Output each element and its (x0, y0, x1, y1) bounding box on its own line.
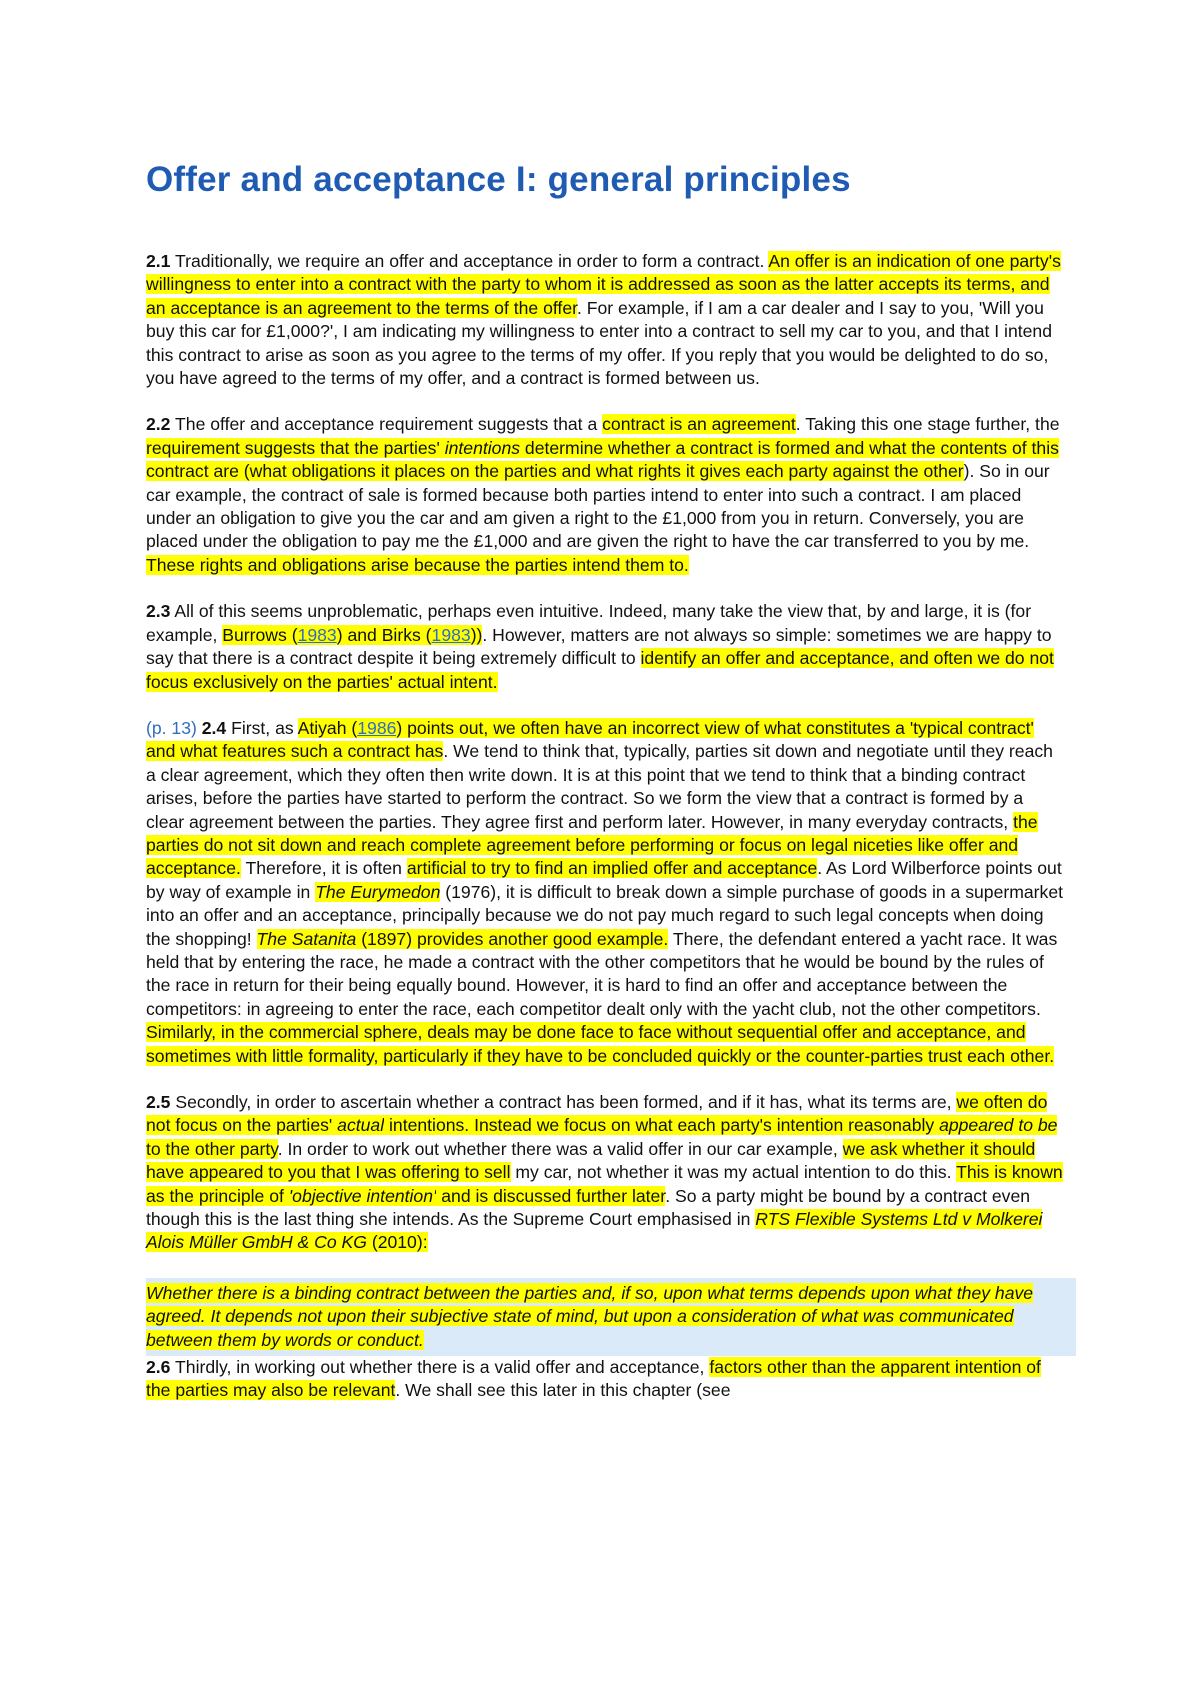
text-run: The offer and acceptance requirement suggests that a (170, 414, 603, 435)
highlighted-text: ) and Birks ( (336, 624, 432, 645)
highlighted-text: These rights and obligations arise because the parties intend them to. (146, 554, 689, 575)
paragraph-number: 2.1 (146, 251, 171, 271)
highlighted-italic-text: appeared to be (939, 1115, 1058, 1136)
text-run: ). So in our car example, the contract of sale is formed because both parties intend to enter into such a contract. I am placed under an obligation to give you the car and am given a right to the £1,000 from you in return. Conversely, you are placed under the obligation to pay me the £1,000 and are given the right to have the car transferred to you by me. (146, 461, 1050, 552)
paragraph-2-5 (146, 1091, 1066, 1255)
highlighted-text: factors other than the apparent intention of the parties may also be relevant (146, 1357, 1041, 1401)
highlighted-italic-text: intentions (444, 437, 521, 458)
text-run: . However, matters are not always so simple: sometimes we are happy to say that there is a contract despite it being extremely difficult to (146, 624, 1052, 669)
highlighted-text: to the other party (146, 1138, 278, 1159)
citation-link-burrows[interactable]: 1983 (297, 624, 337, 645)
highlighted-italic-text: actual (337, 1115, 385, 1136)
highlighted-text: intentions. Instead we focus on what each party's intention reasonably (384, 1115, 940, 1136)
paragraph-number: 2.6 (146, 1357, 171, 1378)
page-reference: (p. 13) (146, 717, 197, 738)
text-run: . We shall see this later in this chapter (see (395, 1380, 731, 1401)
highlighted-text: An offer is an indication of one party's willingness to enter into a contract with the party to whom it is addressed as soon as the latter accepts its terms, and an acceptance is an agreement to the terms of the offer (146, 251, 1061, 318)
highlighted-text: contract is an agreement (602, 414, 796, 435)
paragraph-2-2 (146, 413, 1066, 577)
text-run: Therefore, it is often (240, 858, 407, 879)
highlighted-text: and is discussed further later (436, 1185, 666, 1206)
highlighted-text: we ask whether it should have appeared to you that I was offering to sell (146, 1138, 1036, 1183)
highlighted-text: Similarly, in the commercial sphere, deals may be done face to face without sequential offer and acceptance, and sometimes with little formality, particularly if they have to be concluded quickly or the counter-parties trust each other. (146, 1022, 1055, 1066)
paragraph-number: 2.3 (146, 601, 171, 622)
text-run: . For example, if I am a car dealer and I say to you, 'Will you buy this car for £1,000?', I am indicating my willingness to enter into a contract to sell my car to you, and that I intend this contract to arise as soon as you agree to the terms of my offer. If you reply that you would be delighted to do so, you have agreed to the terms of my offer, and a contract is formed between us. (146, 297, 1052, 389)
text-run: . So a party might be bound by a contract even though this is the last thing she intends. As the Supreme Court emphasised in (146, 1185, 1031, 1230)
document-page (146, 160, 1066, 1426)
paragraph-number: 2.2 (146, 414, 171, 435)
highlighted-text: )) (470, 624, 483, 645)
paragraph-2-1 (146, 250, 1066, 390)
highlighted-text: requirement suggests that the parties' (146, 437, 445, 458)
text-run: . In order to work out whether there was a valid offer in our car example, (277, 1138, 843, 1159)
highlighted-text: ) points out, we often have an incorrect view of what constitutes a 'typical contract' and what features such a contract has (146, 717, 1034, 762)
highlighted-text: the parties do not sit down and reach complete agreement before performing or focus on legal niceties like offer and acceptance. (146, 811, 1038, 879)
highlighted-text: identify an offer and acceptance, and often we do not focus exclusively on the parties' actual intent. (146, 648, 1054, 692)
text-run: . Taking this one stage further, the (795, 414, 1060, 435)
paragraph-2-4 (146, 717, 1066, 1068)
paragraph-number: 2.5 (146, 1092, 171, 1112)
text-run: Traditionally, we require an offer and acceptance in order to form a contract. (170, 251, 769, 271)
highlighted-text: Burrows ( (222, 624, 298, 645)
highlighted-text: Atiyah ( (297, 717, 358, 738)
paragraph-number: 2.4 (201, 717, 227, 738)
quote-text: Whether there is a binding contract between the parties and, if so, upon what terms depends upon what they have agreed. It depends not upon their subjective state of mind, but upon a consideration of what was communicated between them by words or conduct. (146, 1282, 1034, 1350)
text-run: Secondly, in order to ascertain whether a contract has been formed, and if it has, what its terms are, (170, 1092, 957, 1112)
highlighted-italic-text: 'objective intention' (288, 1185, 437, 1206)
case-name-rts: RTS Flexible Systems Ltd v Molkerei Alois Müller GmbH & Co KG (146, 1209, 1043, 1253)
citation-link-birks[interactable]: 1983 (431, 624, 471, 645)
highlighted-text: (1897) provides another good example. (356, 928, 669, 949)
paragraph-2-3 (146, 600, 1066, 694)
case-name-satanita: The Satanita (256, 928, 357, 949)
text-run: Thirdly, in working out whether there is a valid offer and acceptance, (170, 1357, 710, 1378)
block-quote (146, 1278, 1076, 1356)
case-name-eurymedon: The Eurymedon (315, 881, 441, 902)
highlighted-text: This is known as the principle of (146, 1162, 1063, 1206)
text-run: All of this seems unproblematic, perhaps even intuitive. Indeed, many take the view that, by and large, it is (for example, (146, 601, 1032, 645)
text-run: . We tend to think that, typically, parties sit down and negotiate until they reach a clear agreement, which they often then write down. It is at this point that we tend to think that a binding contract arises, before the parties have started to perform the contract. So we form the view that a contract is formed by a clear agreement between the parties. They agree first and perform later. However, in many everyday contracts, (146, 741, 1053, 832)
paragraph-2-6 (146, 1356, 1066, 1403)
text-run: my car, not whether it was my actual intention to do this. (510, 1162, 957, 1183)
text-run: (1976), it is difficult to break down a simple purchase of goods in a supermarket into an offer and an acceptance, principally because we do not pay much regard to such legal concepts when doing the shopping! (146, 881, 1063, 949)
highlighted-text: determine whether a contract is formed and what the contents of this contract are (what obligations it places on the parties and what rights it gives each party against the other (146, 437, 1059, 482)
highlighted-text: artificial to try to find an implied offer and acceptance (406, 858, 818, 879)
text-run: There, the defendant entered a yacht race. It was held that by entering the race, he made a contract with the other competitors that he would be bound by the rules of the race in return for their being equally bound. However, it is hard to find an offer and acceptance between the competitors: in agreeing to enter the race, each competitor dealt only with the yacht club, not the other competitors. (146, 928, 1058, 1019)
highlighted-text: we often do not focus on the parties' (146, 1092, 1048, 1136)
citation-link-atiyah[interactable]: 1986 (357, 717, 397, 738)
highlighted-text: (2010): (366, 1232, 428, 1253)
text-run: First, as (226, 717, 298, 738)
text-run: . As Lord Wilberforce points out by way of example in (146, 858, 1062, 902)
document-title: Offer and acceptance I: general principles (146, 160, 851, 199)
